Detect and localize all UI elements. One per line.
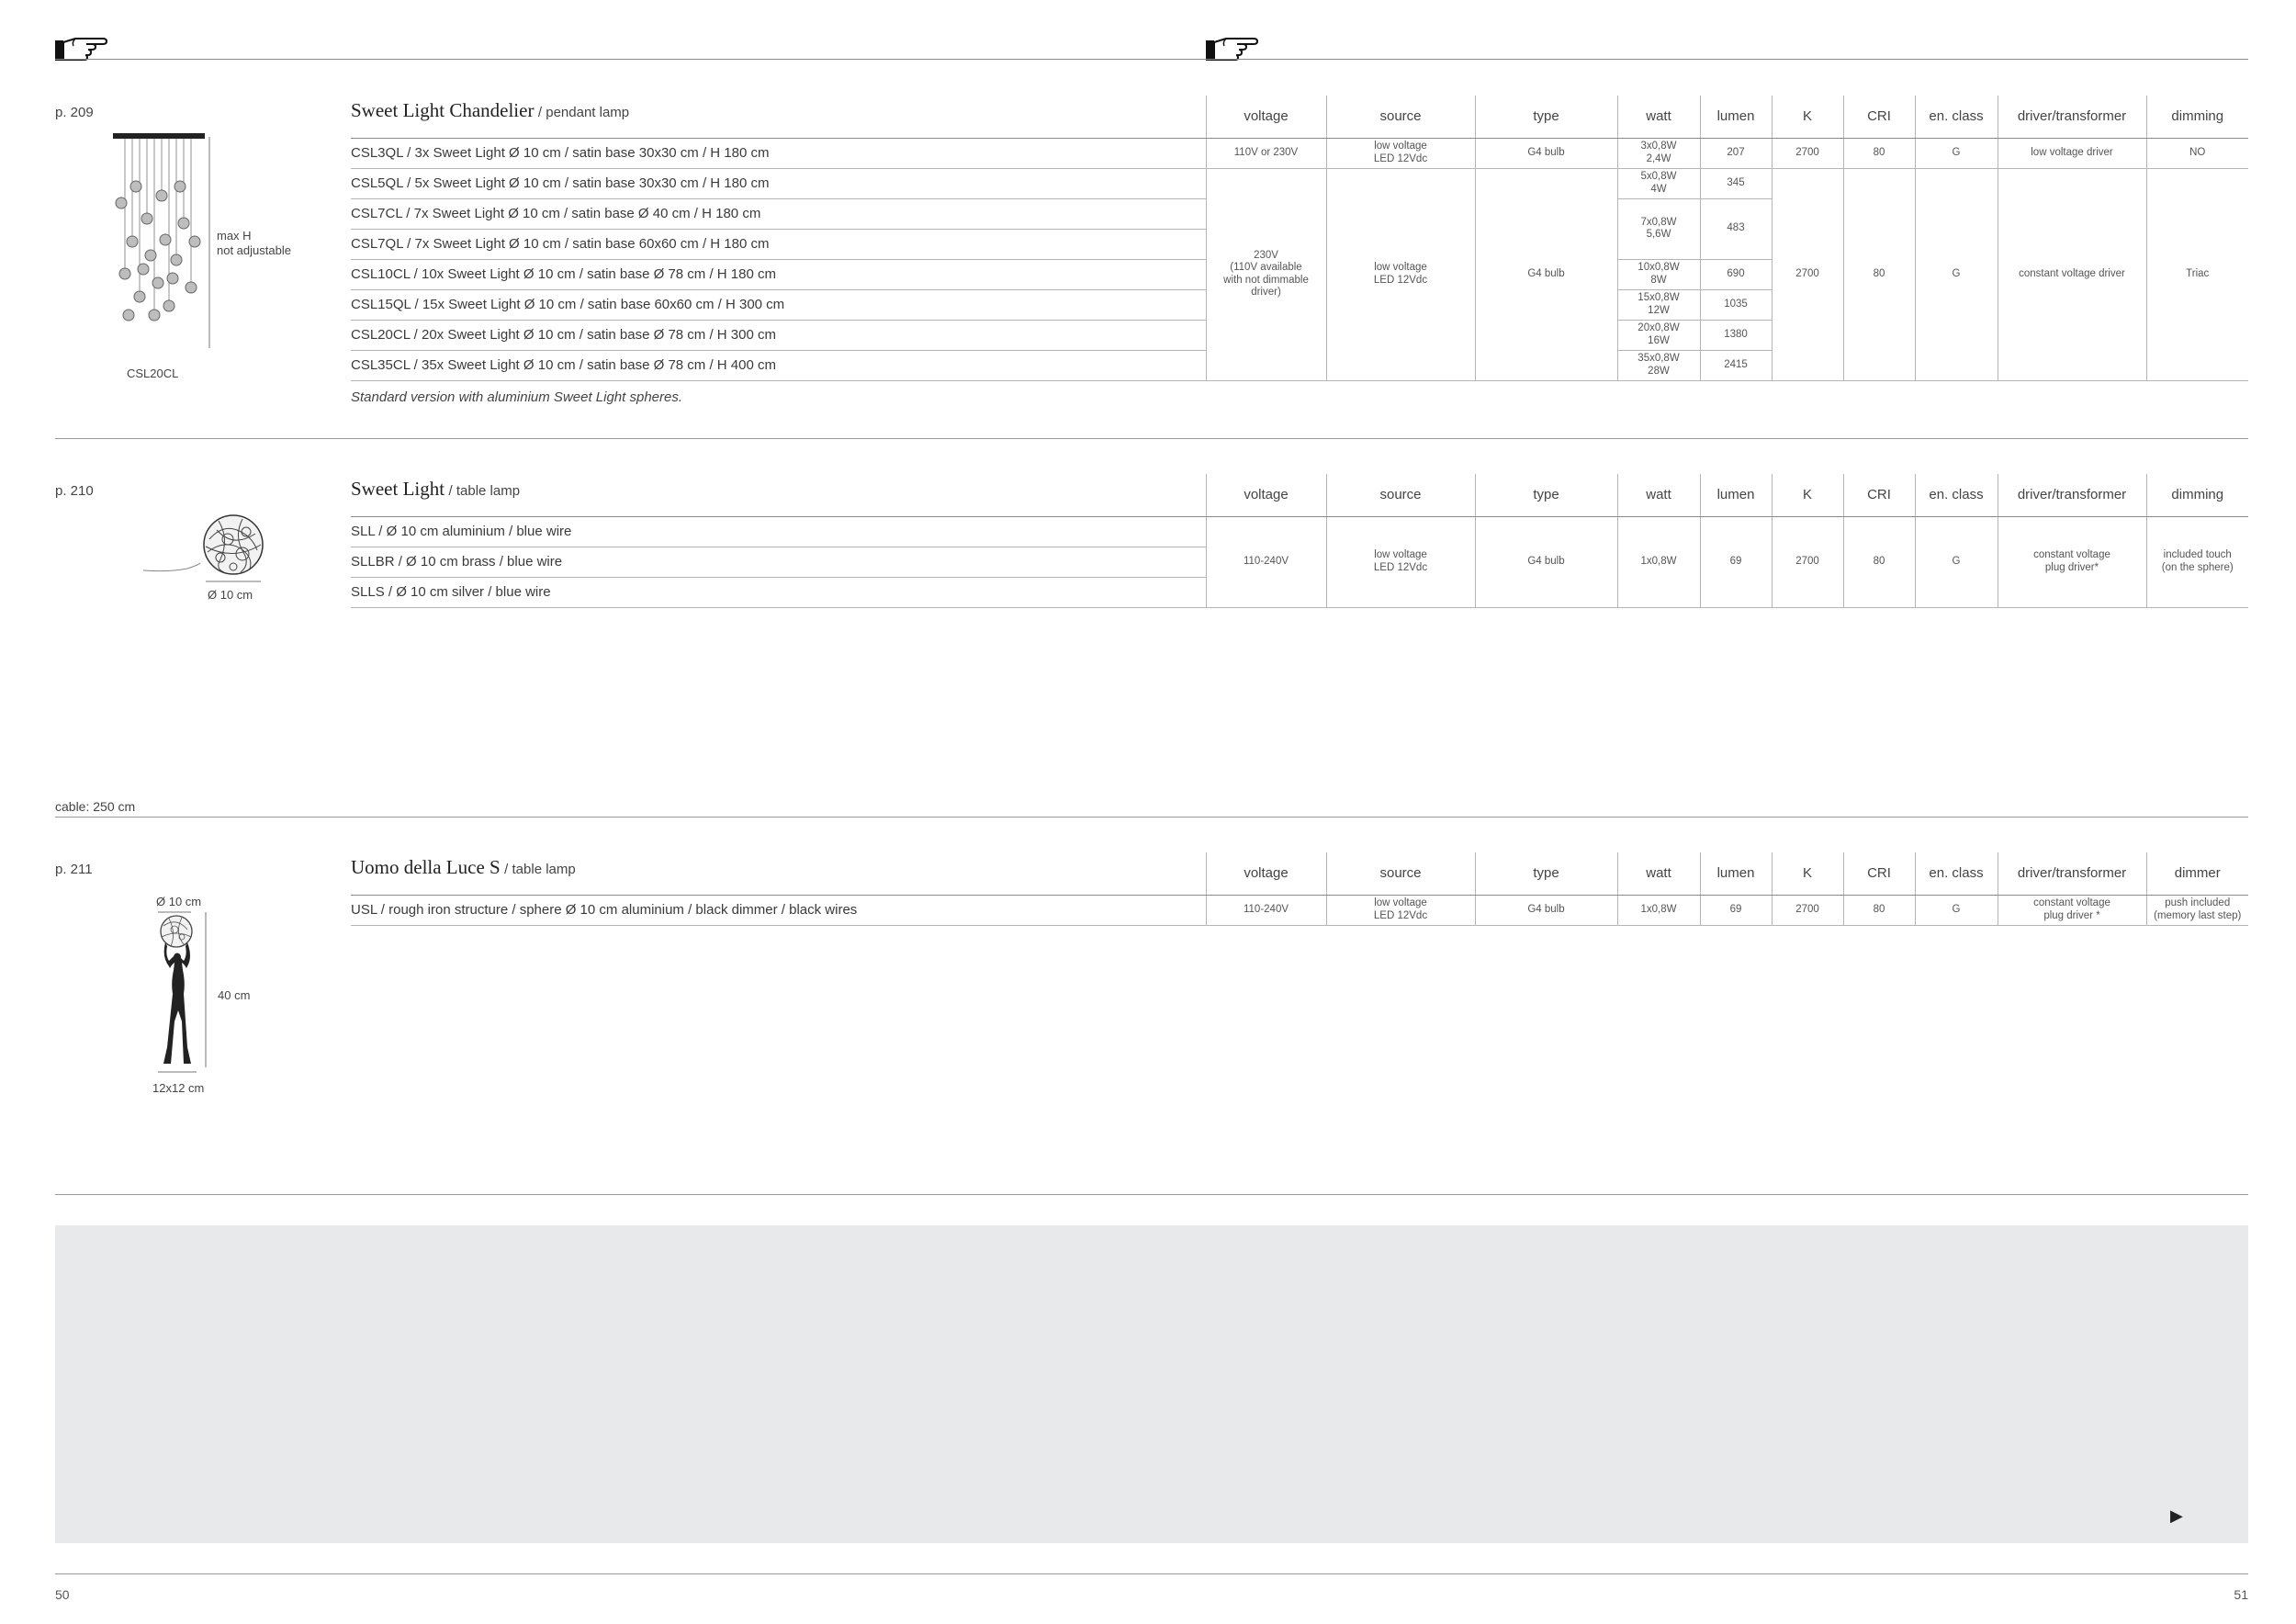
col-source: source xyxy=(1326,96,1475,138)
cell-k: 2700 xyxy=(1772,895,1843,925)
spec-table-uomo xyxy=(351,852,2248,926)
cell-en-class: G xyxy=(1915,168,1998,380)
figure-height-label: 40 cm xyxy=(218,988,251,1002)
page-number-left: 50 xyxy=(55,1587,70,1602)
product-type: / table lamp xyxy=(448,483,521,499)
cell-dimming: Triac xyxy=(2146,168,2248,380)
uomo-della-luce-figure xyxy=(145,909,219,1075)
standard-version-note: Standard version with aluminium Sweet Light spheres. xyxy=(351,389,683,405)
cell-cri: 80 xyxy=(1843,138,1915,168)
table-row xyxy=(351,138,2248,168)
col-watt: watt xyxy=(1617,96,1700,138)
cell-watt: 15x0,8W 12W xyxy=(1617,289,1700,320)
row-desc: SLLS / Ø 10 cm silver / blue wire xyxy=(351,577,1206,607)
row-desc: USL / rough iron structure / sphere Ø 10 cm aluminium / black dimmer / black wires xyxy=(351,895,1206,925)
table-row xyxy=(351,895,2248,925)
cell-cri: 80 xyxy=(1843,895,1915,925)
section-divider xyxy=(55,817,2248,818)
col-type: type xyxy=(1475,852,1617,895)
cell-type: G4 bulb xyxy=(1475,895,1617,925)
cell-lumen: 1035 xyxy=(1700,289,1772,320)
cell-voltage: 110-240V xyxy=(1206,516,1326,607)
figure-height-label: max H not adjustable xyxy=(217,229,291,257)
page-ref: p. 209 xyxy=(55,105,94,120)
cell-watt: 1x0,8W xyxy=(1617,516,1700,607)
col-lumen: lumen xyxy=(1700,852,1772,895)
col-cri: CRI xyxy=(1843,96,1915,138)
product-name: Sweet Light xyxy=(351,478,445,500)
cell-watt: 5x0,8W 4W xyxy=(1617,168,1700,198)
col-lumen: lumen xyxy=(1700,474,1772,516)
product-type: / table lamp xyxy=(504,862,576,877)
cell-lumen: 345 xyxy=(1700,168,1772,198)
col-source: source xyxy=(1326,852,1475,895)
cell-watt: 7x0,8W 5,6W xyxy=(1617,198,1700,259)
col-dimmer: dimmer xyxy=(2146,852,2248,895)
col-voltage: voltage xyxy=(1206,474,1326,516)
cell-source: low voltage LED 12Vdc xyxy=(1326,895,1475,925)
figure-caption: 12x12 cm xyxy=(152,1081,205,1095)
cell-watt: 35x0,8W 28W xyxy=(1617,350,1700,380)
page-number-right: 51 xyxy=(2234,1587,2248,1602)
cell-en-class: G xyxy=(1915,138,1998,168)
cell-lumen: 1380 xyxy=(1700,320,1772,350)
col-en-class: en. class xyxy=(1915,96,1998,138)
cell-lumen: 69 xyxy=(1700,516,1772,607)
section-divider xyxy=(55,438,2248,439)
cell-voltage: 230V (110V available with not dimmable driver) xyxy=(1206,168,1326,380)
col-voltage: voltage xyxy=(1206,852,1326,895)
col-type: type xyxy=(1475,96,1617,138)
cell-en-class: G xyxy=(1915,516,1998,607)
top-rule xyxy=(55,59,2248,60)
cable-length: cable: 250 cm xyxy=(55,799,136,814)
col-watt: watt xyxy=(1617,852,1700,895)
cell-lumen: 69 xyxy=(1700,895,1772,925)
table-row xyxy=(351,516,2248,547)
row-desc: CSL10CL / 10x Sweet Light Ø 10 cm / satin base Ø 78 cm / H 180 cm xyxy=(351,259,1206,289)
col-dimming: dimming xyxy=(2146,96,2248,138)
cell-watt: 20x0,8W 16W xyxy=(1617,320,1700,350)
cell-voltage: 110-240V xyxy=(1206,895,1326,925)
row-desc: SLL / Ø 10 cm aluminium / blue wire xyxy=(351,516,1206,547)
col-watt: watt xyxy=(1617,474,1700,516)
cell-driver: low voltage driver xyxy=(1998,138,2146,168)
cell-lumen: 483 xyxy=(1700,198,1772,259)
cell-k: 2700 xyxy=(1772,168,1843,380)
row-desc: CSL7CL / 7x Sweet Light Ø 10 cm / satin base Ø 40 cm / H 180 cm xyxy=(351,198,1206,229)
play-icon[interactable]: ▶ xyxy=(2170,1506,2183,1525)
cell-driver: constant voltage driver xyxy=(1998,168,2146,380)
figure-top-label: Ø 10 cm xyxy=(156,895,202,908)
col-driver: driver/transformer xyxy=(1998,474,2146,516)
col-driver: driver/transformer xyxy=(1998,96,2146,138)
row-desc: CSL20CL / 20x Sweet Light Ø 10 cm / satin base Ø 78 cm / H 300 cm xyxy=(351,320,1206,350)
col-cri: CRI xyxy=(1843,474,1915,516)
cell-driver: constant voltage plug driver* xyxy=(1998,516,2146,607)
col-en-class: en. class xyxy=(1915,852,1998,895)
figure-caption: CSL20CL xyxy=(127,367,179,380)
spec-table-chandelier xyxy=(351,96,2248,381)
cell-k: 2700 xyxy=(1772,516,1843,607)
col-en-class: en. class xyxy=(1915,474,1998,516)
col-driver: driver/transformer xyxy=(1998,852,2146,895)
chandelier-figure xyxy=(108,131,219,352)
col-dimming: dimming xyxy=(2146,474,2248,516)
cell-voltage: 110V or 230V xyxy=(1206,138,1326,168)
figure-caption: Ø 10 cm xyxy=(208,588,253,602)
cell-dimmer: push included (memory last step) xyxy=(2146,895,2248,925)
row-desc: CSL15QL / 15x Sweet Light Ø 10 cm / satin base 60x60 cm / H 300 cm xyxy=(351,289,1206,320)
col-k: K xyxy=(1772,474,1843,516)
grey-panel xyxy=(55,1225,2248,1543)
cell-watt: 1x0,8W xyxy=(1617,895,1700,925)
cell-watt: 3x0,8W 2,4W xyxy=(1617,138,1700,168)
cell-lumen: 2415 xyxy=(1700,350,1772,380)
cell-k: 2700 xyxy=(1772,138,1843,168)
page-ref: p. 211 xyxy=(55,862,93,877)
col-source: source xyxy=(1326,474,1475,516)
cell-dimming: NO xyxy=(2146,138,2248,168)
cell-watt: 10x0,8W 8W xyxy=(1617,259,1700,289)
col-voltage: voltage xyxy=(1206,96,1326,138)
cell-lumen: 690 xyxy=(1700,259,1772,289)
page-ref: p. 210 xyxy=(55,483,94,499)
col-type: type xyxy=(1475,474,1617,516)
col-lumen: lumen xyxy=(1700,96,1772,138)
product-type: / pendant lamp xyxy=(537,105,630,120)
product-name: Uomo della Luce S xyxy=(351,856,501,878)
spec-table-sweet-light xyxy=(351,474,2248,608)
cell-source: low voltage LED 12Vdc xyxy=(1326,516,1475,607)
cell-en-class: G xyxy=(1915,895,1998,925)
cell-source: low voltage LED 12Vdc xyxy=(1326,138,1475,168)
cell-source: low voltage LED 12Vdc xyxy=(1326,168,1475,380)
row-desc: CSL7QL / 7x Sweet Light Ø 10 cm / satin base 60x60 cm / H 180 cm xyxy=(351,229,1206,259)
cell-type: G4 bulb xyxy=(1475,516,1617,607)
cell-type: G4 bulb xyxy=(1475,138,1617,168)
col-k: K xyxy=(1772,96,1843,138)
table-lamp-sphere-figure xyxy=(141,512,270,585)
row-desc: SLLBR / Ø 10 cm brass / blue wire xyxy=(351,547,1206,577)
cell-driver: constant voltage plug driver * xyxy=(1998,895,2146,925)
cell-cri: 80 xyxy=(1843,516,1915,607)
cell-type: G4 bulb xyxy=(1475,168,1617,380)
footer-rule xyxy=(55,1573,2248,1574)
cell-lumen: 207 xyxy=(1700,138,1772,168)
col-k: K xyxy=(1772,852,1843,895)
row-desc: CSL3QL / 3x Sweet Light Ø 10 cm / satin base 30x30 cm / H 180 cm xyxy=(351,138,1206,168)
cell-cri: 80 xyxy=(1843,168,1915,380)
row-desc: CSL5QL / 5x Sweet Light Ø 10 cm / satin base 30x30 cm / H 180 cm xyxy=(351,168,1206,198)
row-desc: CSL35CL / 35x Sweet Light Ø 10 cm / satin base Ø 78 cm / H 400 cm xyxy=(351,350,1206,380)
table-row xyxy=(351,168,2248,198)
product-name: Sweet Light Chandelier xyxy=(351,99,535,121)
cell-dimming: included touch (on the sphere) xyxy=(2146,516,2248,607)
section-divider xyxy=(55,1194,2248,1195)
col-cri: CRI xyxy=(1843,852,1915,895)
